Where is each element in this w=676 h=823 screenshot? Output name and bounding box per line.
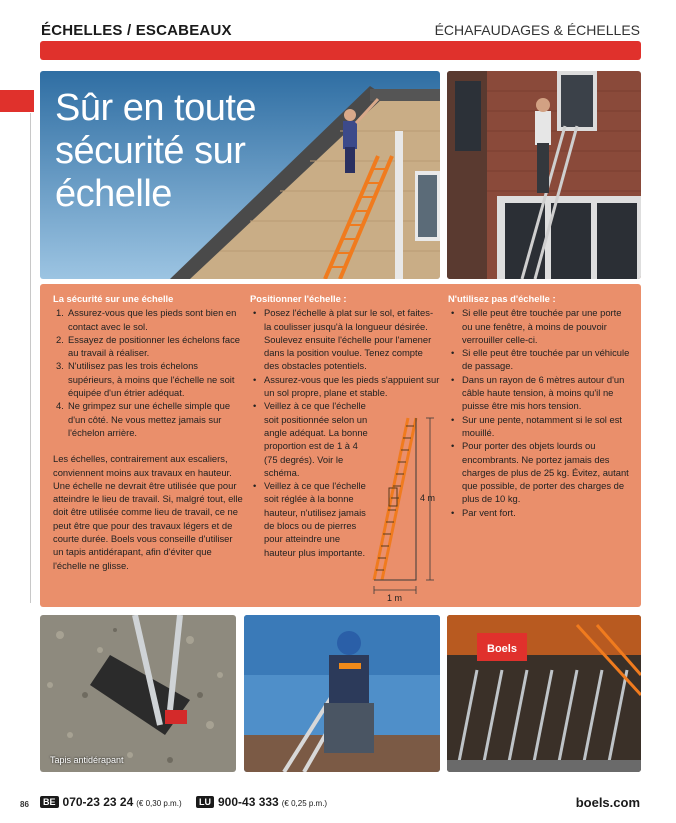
item-text: Assurez-vous que les pieds sont bien en contact avec le sol. bbox=[68, 307, 237, 332]
dont-use-list bbox=[448, 306, 633, 519]
anti-slip-mat-illustration bbox=[40, 615, 236, 772]
website-link[interactable]: boels.com bbox=[575, 795, 640, 810]
category-title: ÉCHAFAUDAGES & ÉCHELLES bbox=[434, 22, 640, 38]
brick-facade-illustration bbox=[447, 71, 641, 279]
positioning-item: • Veillez à ce que l'échelle soit positionnée selon un angle adéquat. La bonne proportion est de 1 à 4 (75 degrés). Voir le schéma. bbox=[250, 399, 373, 479]
positioning-item: • Posez l'échelle à plat sur le sol, et faites-la coulisser jusqu'à la longueur désirée. Soulevez ensuite l'échelle pour l'amener dans la position voulue. Tenez compte des obstacles potentiels. bbox=[250, 306, 440, 372]
lu-call-price: (€ 0,25 p.m.) bbox=[281, 799, 328, 808]
safety-item bbox=[53, 306, 243, 333]
hero-title-line: sécurité sur bbox=[55, 130, 246, 172]
positioning-item: • Assurez-vous que les pieds s'appuient sur un sol propre, plane et stable. bbox=[250, 373, 440, 400]
showroom-ladders-photo bbox=[447, 615, 641, 772]
info-panel bbox=[40, 284, 641, 607]
dont-use-item: • Sur une pente, notamment si le sol est mouillé. bbox=[448, 413, 633, 440]
section-title: ÉCHELLES / ESCABEAUX bbox=[41, 22, 232, 39]
section-tab-marker bbox=[0, 90, 34, 112]
climber-illustration bbox=[244, 615, 440, 772]
safety-heading: La sécurité sur une échelle bbox=[53, 293, 174, 304]
header-bar bbox=[40, 41, 641, 60]
luxembourg-phone bbox=[196, 795, 327, 809]
brick-building-photo bbox=[447, 71, 641, 279]
item-number: 4. bbox=[56, 400, 64, 412]
hero-title bbox=[55, 87, 256, 216]
dont-use-item: • Pour porter des objets lourds ou encombrants. Ne portez jamais des charges de plus de 25 kg. Évitez, autant que possible, de porter des charges de plus de 10 kg. bbox=[448, 439, 633, 505]
be-phone-number: 070-23 23 24 bbox=[62, 795, 134, 809]
item-text: Ne grimpez sur une échelle simple que d'un côté. Ne vous mettez jamais sur l'échelon arrière. bbox=[68, 400, 231, 438]
anti-slip-mat-photo bbox=[40, 615, 236, 772]
safety-column bbox=[53, 292, 243, 572]
item-text: N'utilisez pas les trois échelons supérieurs, à moins que l'échelle ne soit équipée d'un étrier adéquat. bbox=[68, 360, 235, 399]
lu-country-badge: LU bbox=[196, 796, 214, 808]
belgium-phone bbox=[40, 795, 182, 809]
dont-use-column bbox=[448, 292, 633, 519]
safety-item bbox=[53, 333, 243, 360]
hero-photo bbox=[40, 71, 440, 279]
lu-phone-number: 900-43 333 bbox=[218, 795, 279, 809]
ladder-display-illustration bbox=[447, 615, 641, 772]
margin-rule bbox=[30, 113, 31, 603]
height-label: 4 m bbox=[420, 493, 436, 503]
be-country-badge: BE bbox=[40, 796, 59, 808]
mat-caption: Tapis antidérapant bbox=[50, 755, 124, 765]
dont-use-item: • Par vent fort. bbox=[448, 506, 633, 519]
hero-title-line: échelle bbox=[55, 173, 172, 215]
ladder-angle-diagram bbox=[360, 410, 440, 602]
dont-use-item: • Dans un rayon de 6 mètres autour d'un câble haute tension, à moins qu'il ne puisse être mis hors tension. bbox=[448, 373, 633, 413]
item-number: 2. bbox=[56, 333, 64, 345]
climber-photo bbox=[244, 615, 440, 772]
safety-list bbox=[53, 306, 243, 439]
boels-sign-text: Boels bbox=[487, 643, 517, 655]
safety-item bbox=[53, 359, 243, 399]
hero-title-line: Sûr en toute bbox=[55, 87, 257, 129]
ladder-diagram-ladder bbox=[374, 418, 416, 580]
page-number: 86 bbox=[20, 800, 29, 809]
safety-paragraph: Les échelles, contrairement aux escaliers, conviennent moins aux travaux en hauteur. Une échelle ne devrait être utilisée que pour atteindre le lieu de travail. Si, malgré tout, elle doit être utilisée comme lieu de travail, ce ne peut être que pour des travaux légers et de courte durée. Boels vous conseille d'utiliser un tapis antidérapant, afin d'éviter que l'échelle ne glisse. bbox=[53, 453, 243, 571]
item-text: Essayez de positionner les échelons face au travail à réaliser. bbox=[68, 333, 240, 359]
safety-item bbox=[53, 399, 243, 439]
dont-use-item: • Si elle peut être touchée par un véhicule de passage. bbox=[448, 346, 633, 373]
item-number: 3. bbox=[56, 360, 64, 372]
dont-use-heading: N'utilisez pas d'échelle : bbox=[448, 293, 556, 304]
be-call-price: (€ 0,30 p.m.) bbox=[136, 799, 182, 808]
positioning-item: • Veillez à ce que l'échelle soit réglée à la bonne hauteur, n'utilisez jamais de blocs ou de pierres pour atteindre une hauteur plus importante. bbox=[250, 479, 373, 559]
item-number: 1. bbox=[56, 307, 64, 319]
positioning-heading: Positionner l'échelle : bbox=[250, 293, 347, 304]
dont-use-item: • Si elle peut être touchée par une porte ou une fenêtre, à moins de pouvoir verrouiller celle-ci. bbox=[448, 306, 633, 346]
base-label: 1 m bbox=[387, 593, 403, 603]
